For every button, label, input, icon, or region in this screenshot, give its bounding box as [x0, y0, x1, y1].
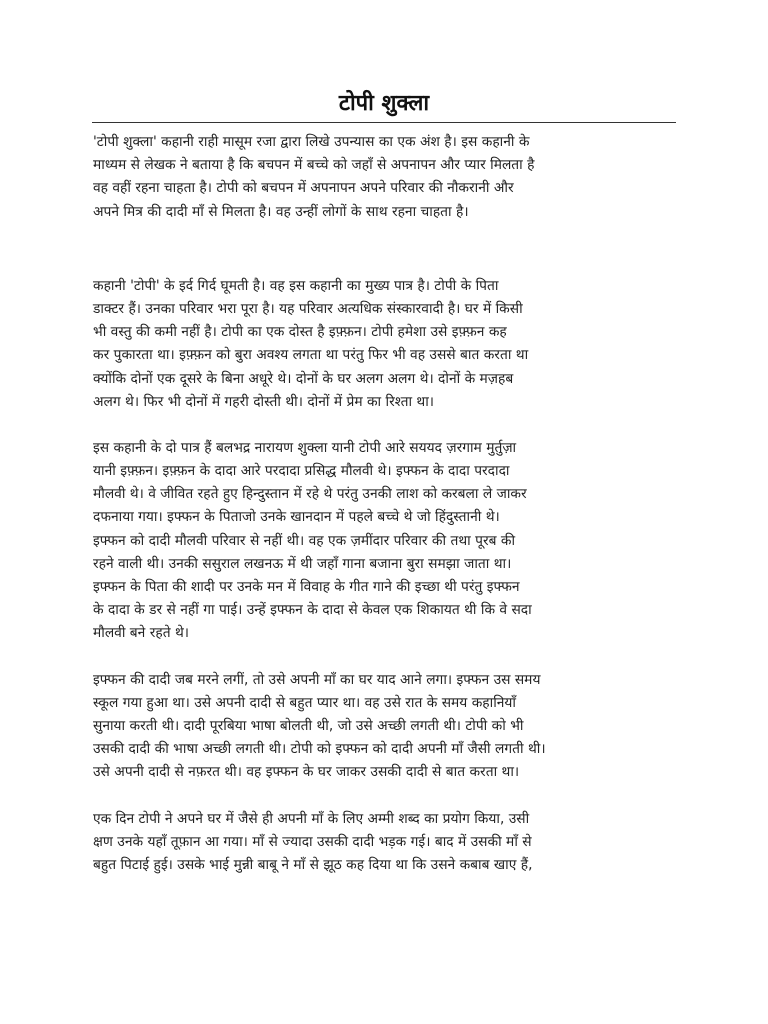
text-line: मौलवी बने रहते थे।	[93, 625, 189, 642]
text-line: डाक्टर हैं। उनका परिवार भरा पूरा है। यह परिवार अत्यधिक संस्कारवादी है। घर में किसी	[93, 300, 523, 317]
text-line: कहानी 'टोपी' के इर्द गिर्द घूमती है। वह इस कहानी का मुख्य पात्र है। टोपी के पिता	[93, 277, 499, 294]
text-line: उसकी दादी की भाषा अच्छी लगती थी। टोपी को इफ्फन को दादी अपनी माँ जैसी लगती थी।	[93, 741, 546, 758]
text-line: के दादा के डर से नहीं गा पाई। उन्हें इफ्फन के दादा से केवल एक शिकायत थी कि वे सदा	[93, 602, 532, 619]
text-line: इफ्फन के पिता की शादी पर उनके मन में विवाह के गीत गाने की इच्छा थी परंतु इफ्फन	[93, 579, 520, 595]
text-line: इफ्फन की दादी जब मरने लगीं, तो उसे अपनी माँ का घर याद आने लगा। इफ्फन उस समय	[93, 671, 541, 688]
text-line: माध्यम से लेखक ने बताया है कि बचपन में बच्चे को जहाँ से अपनापन और प्यार मिलता है	[93, 157, 535, 174]
text-line: यानी इफ़्फ़न। इफ़्फ़न के दादा आरे परदादा प्रसिद्ध मौलवी थे। इफ्फन के दादा परदादा	[93, 463, 510, 480]
text-line: इस कहानी के दो पात्र हैं बलभद्र नारायण शुक्ला यानी टोपी आरे सययद ज़रगाम मुर्तुज़ा	[93, 439, 517, 456]
text-line: बहुत पिटाई हुई। उसके भाई मुन्नी बाबू ने माँ से झूठ कह दिया था कि उसने कबाब खाए हैं,	[93, 856, 533, 873]
document-body	[93, 131, 677, 877]
text-line: 'टोपी शुक्ला' कहानी राही मासूम रजा द्वारा लिखे उपन्यास का एक अंश है। इस कहानी के	[93, 134, 530, 150]
text-line: भी वस्तु की कमी नहीं है। टोपी का एक दोस्त है इफ़्फ़न। टोपी हमेशा उसे इफ़्फ़न कह	[93, 324, 507, 341]
paragraph-4	[93, 669, 677, 785]
paragraph-5	[93, 808, 677, 878]
text-line: क्षण उनके यहाँ तूफ़ान आ गया। माँ से ज्यादा उसकी दादी भड़क गई। बाद में उसकी माँ से	[93, 833, 532, 850]
paragraph-2	[93, 275, 677, 414]
page-title: टोपी शुक्ला	[338, 91, 430, 116]
text-line: दफनाया गया। इफ्फन के पिताजो उनके खानदान में पहले बच्चे थे जो हिंदुस्तानी थे।	[93, 509, 500, 526]
title-underline	[92, 122, 676, 123]
paragraph-spacer	[93, 224, 677, 275]
paragraph-spacer	[93, 414, 677, 437]
text-line: एक दिन टोपी ने अपने घर में जैसे ही अपनी माँ के लिए अम्मी शब्द का प्रयोग किया, उसी	[93, 810, 530, 827]
text-line: कर पुकारता था। इफ़्फ़न को बुरा अवश्य लगता था परंतु फिर भी वह उससे बात करता था	[93, 347, 529, 364]
text-line: सुनाया करती थी। दादी पूरबिया भाषा बोलती थी, जो उसे अच्छी लगती थी। टोपी को भी	[93, 717, 524, 734]
paragraph-1	[93, 131, 677, 224]
text-line: इफ्फन को दादी मौलवी परिवार से नहीं थी। वह एक ज़मींदार परिवार की तथा पूरब की	[93, 532, 516, 549]
paragraph-spacer	[93, 646, 677, 669]
text-line: रहने वाली थी। उनकी ससुराल लखनऊ में थी जहाँ गाना बजाना बुरा समझा जाता था।	[93, 555, 512, 572]
paragraph-3	[93, 437, 677, 646]
text-line: स्कूल गया हुआ था। उसे अपनी दादी से बहुत प्यार था। वह उसे रात के समय कहानियाँ	[93, 694, 516, 711]
text-line: मौलवी थे। वे जीवित रहते हुए हिन्दुस्तान में रहे थे परंतु उनकी लाश को करबला ले जाकर	[93, 486, 527, 503]
text-line: उसे अपनी दादी से नफ़रत थी। वह इफ्फन के घर जाकर उसकी दादी से बात करता था।	[93, 764, 520, 781]
text-line: अलग थे। फिर भी दोनों में गहरी दोस्ती थी। दोनों में प्रेम का रिश्ता था।	[93, 393, 435, 410]
paragraph-spacer	[93, 785, 677, 808]
text-line: वह वहीं रहना चाहता है। टोपी को बचपन में अपनापन अपने परिवार की नौकरानी और	[93, 180, 514, 197]
text-line: अपने मित्र की दादी माँ से मिलता है। वह उन्हीं लोगों के साथ रहना चाहता है।	[93, 203, 469, 220]
text-line: क्योंकि दोनों एक दूसरे के बिना अधूरे थे। दोनों के घर अलग अलग थे। दोनों के मज़हब	[93, 370, 514, 387]
